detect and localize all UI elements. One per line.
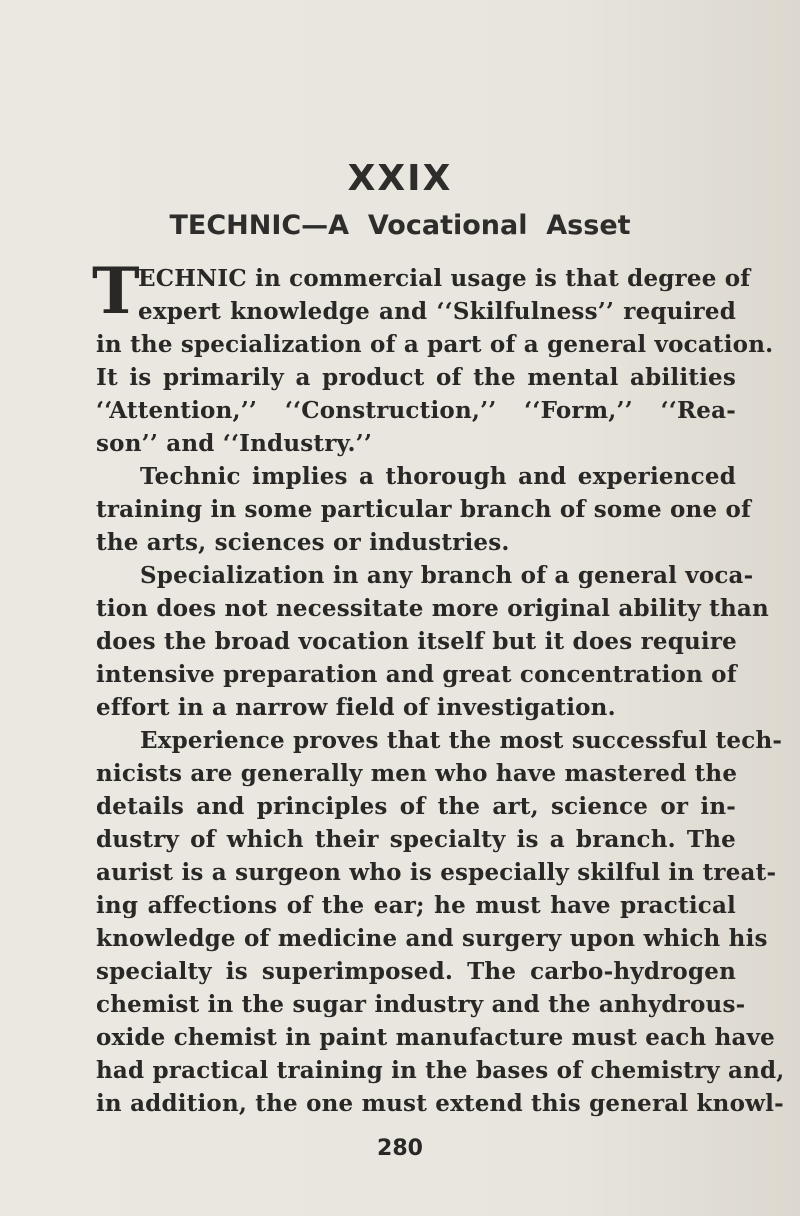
text-line: specialty is superimposed. The carbo-hydrogen (96, 958, 736, 985)
text-line: effort in a narrow field of investigation. (96, 694, 616, 721)
text-line: intensive preparation and great concentration of (96, 661, 737, 688)
text-line: nicists are generally men who have mastered the (96, 760, 738, 787)
text-line: knowledge of medicine and surgery upon which his (96, 925, 768, 952)
text-line: training in some particular branch of some one of (96, 496, 752, 523)
text-line: details and principles of the art, science or in- (96, 793, 736, 820)
text-line: Experience proves that the most successful tech- (140, 727, 783, 754)
text-line: It is primarily a product of the mental abilities (96, 364, 736, 391)
text-line: ‘‘Attention,’’ ‘‘Construction,’’ ‘‘Form,’’ ‘‘Rea- (96, 397, 736, 424)
text-line: son’’ and ‘‘Industry.’’ (96, 430, 373, 457)
text-line: aurist is a surgeon who is especially skilful in treat- (96, 859, 777, 886)
text-line: in addition, the one must extend this general knowl- (96, 1090, 784, 1117)
text-line: chemist in the sugar industry and the anhydrous- (96, 991, 746, 1018)
drop-cap: T (92, 254, 140, 329)
text-line: had practical training in the bases of chemistry and, (96, 1057, 785, 1084)
text-line: oxide chemist in paint manufacture must each have (96, 1024, 775, 1051)
text-line: tion does not necessitate more original ability than (96, 595, 769, 622)
text-line: dustry of which their specialty is a branch. The (96, 826, 736, 853)
text-line: expert knowledge and ‘‘Skilfulness’’ required (138, 298, 736, 325)
text-line: does the broad vocation itself but it does require (96, 628, 738, 655)
page-number: 280 (377, 1136, 423, 1161)
chapter-title: TECHNIC—A Vocational Asset (169, 210, 631, 241)
text-line: Technic implies a thorough and experienced (140, 463, 736, 490)
text-line: the arts, sciences or industries. (96, 529, 510, 556)
chapter-number: XXIX (347, 158, 453, 199)
body-text (92, 254, 785, 1120)
text-line-content: ECHNIC in commercial usage is that degree of (138, 265, 751, 292)
text-line: Specialization in any branch of a general voca- (140, 562, 754, 589)
text-line: in the specialization of a part of a general vocation. (96, 331, 774, 358)
text-line: ing affections of the ear; he must have practical (96, 892, 736, 919)
